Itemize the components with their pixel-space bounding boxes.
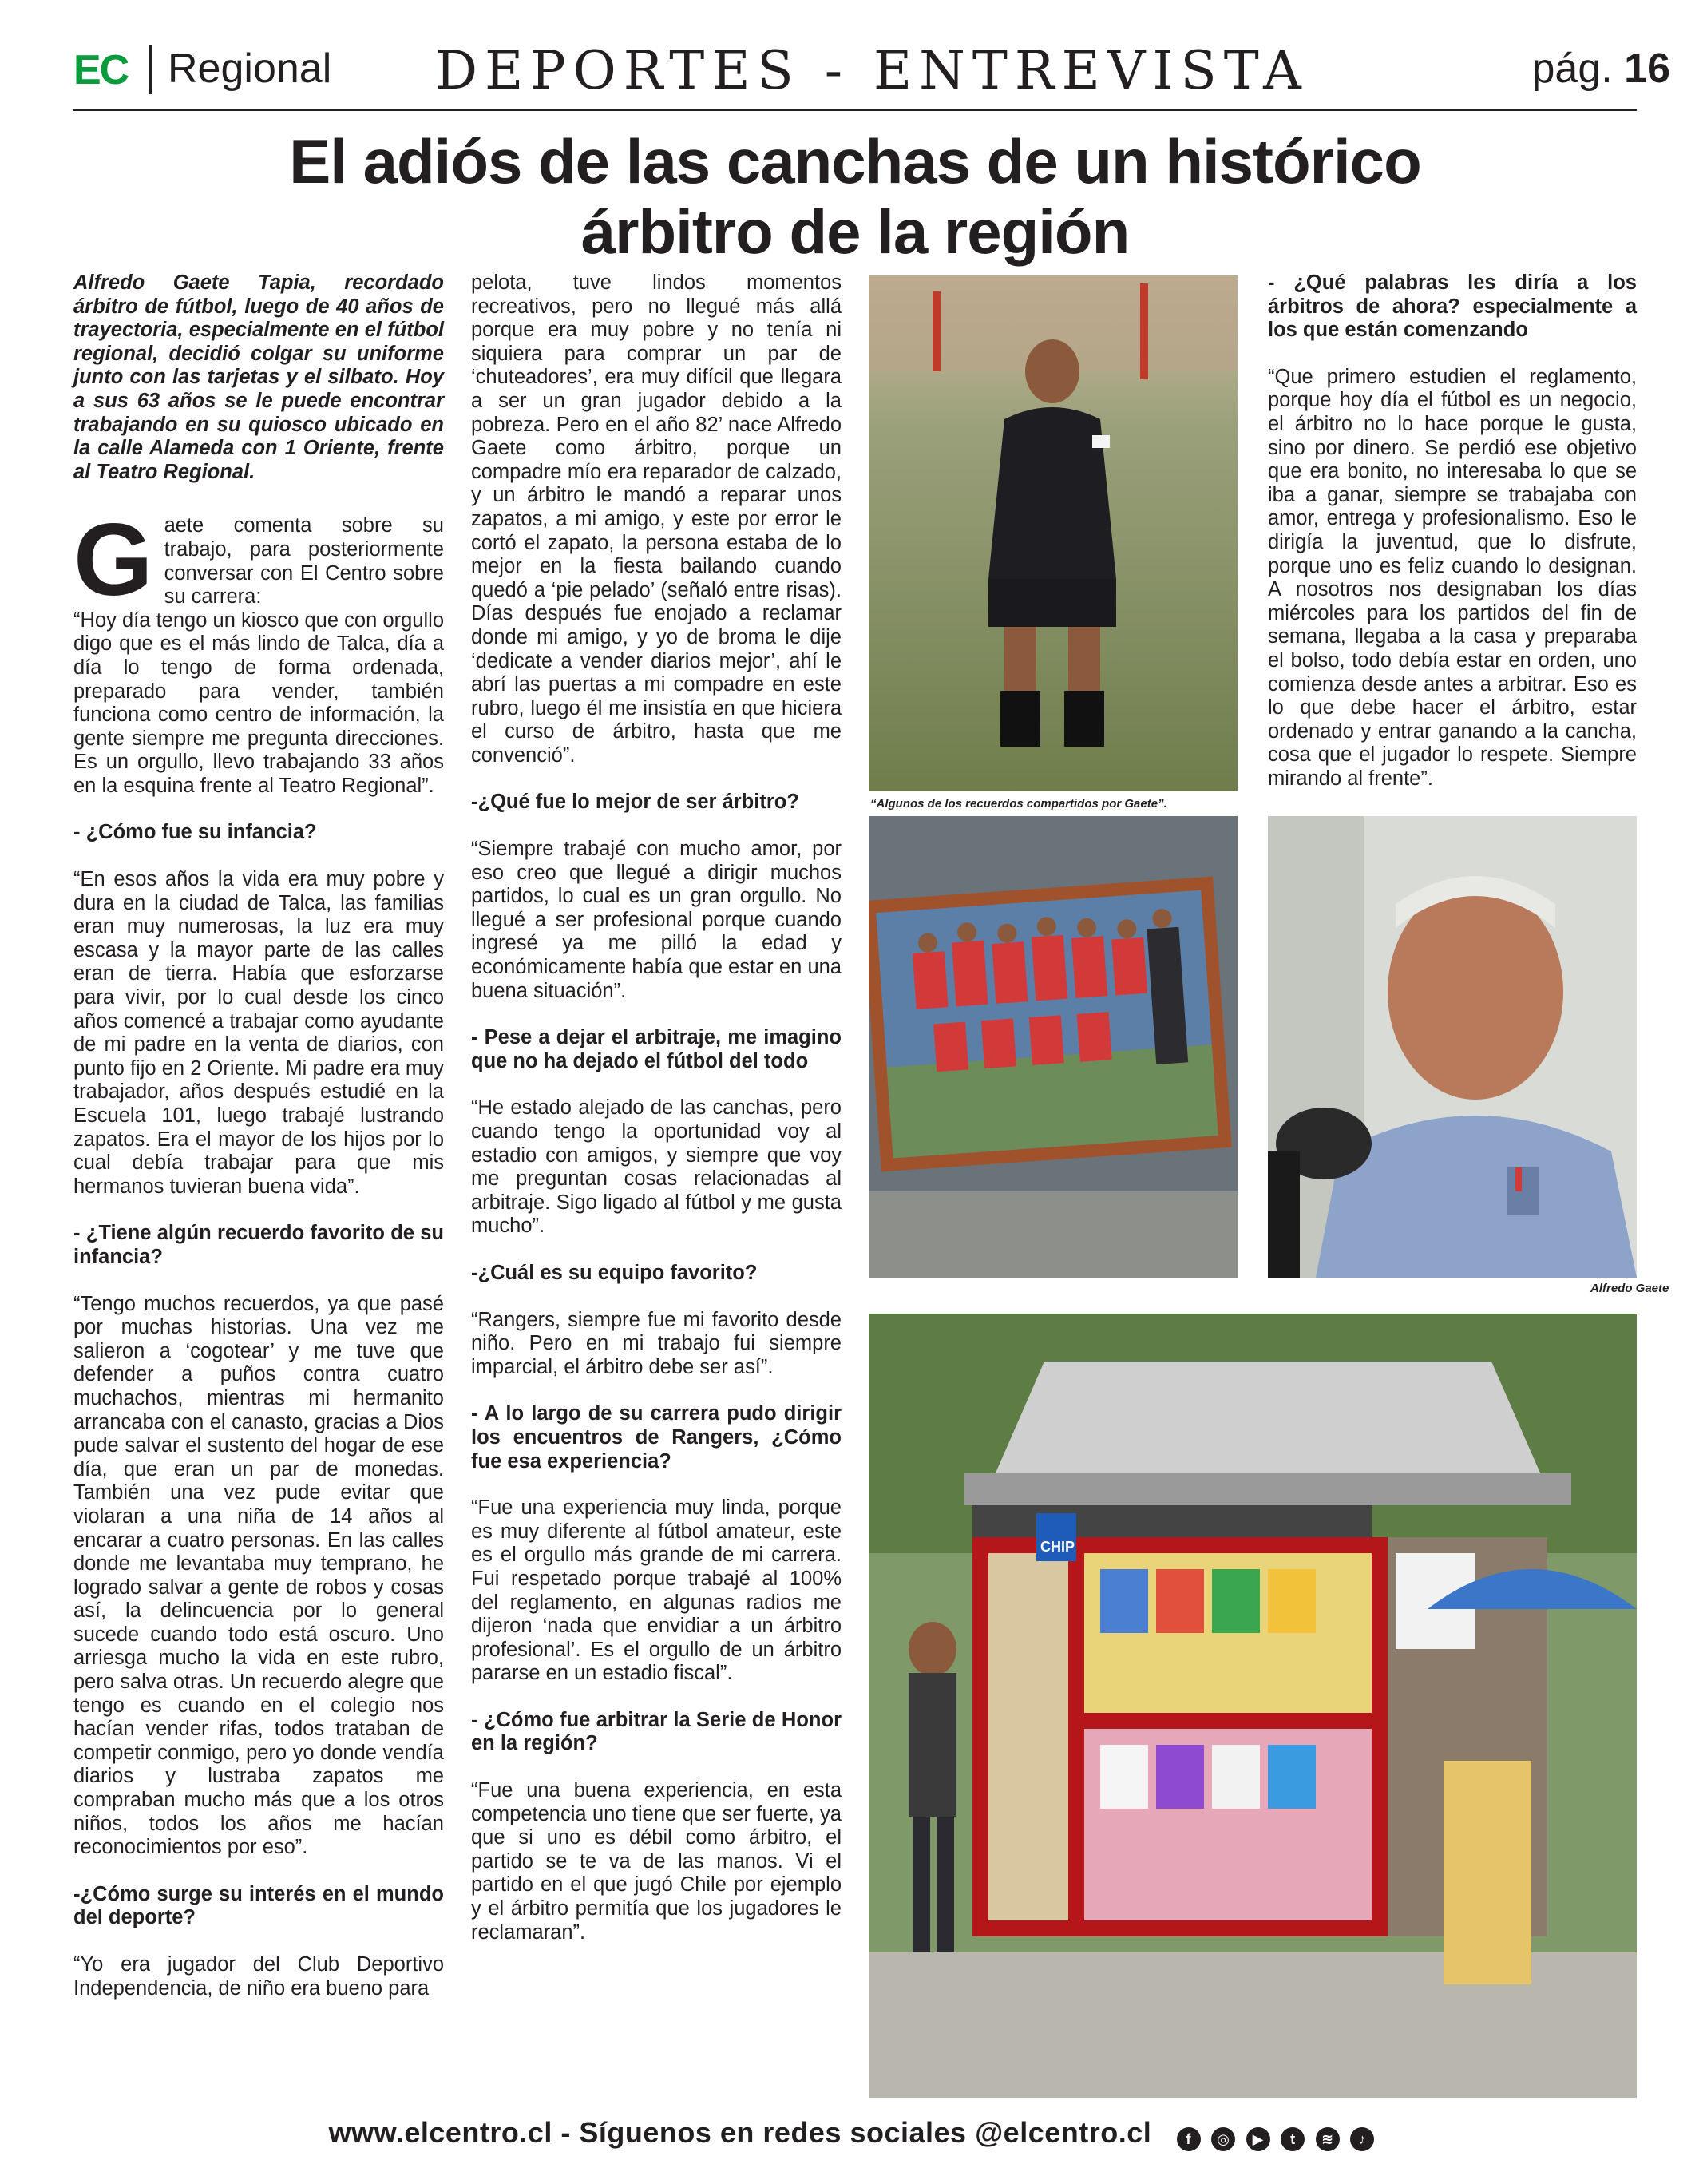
paragraph: “Fue una buena experiencia, en esta competencia uno tiene que ser fuerte, ya que si uno es débil como árbitro, el partido se te va de las manos. Vi el partido en el que jugó Chile por ejemplo y el árbitro permitía que los jugadores le reclamaran”. (471, 1779, 842, 1944)
tiktok-icon[interactable]: ♪ (1350, 2127, 1374, 2151)
masthead (73, 40, 1670, 112)
referee-historic-photo (869, 275, 1238, 791)
article-lede: Alfredo Gaete Tapia, recordado árbitro de fútbol, luego de 40 años de trayectoria, especialmente en el fútbol regional, decidió colgar su uniforme junto con las tarjetas y el silbato. Hoy a sus 63 años se le puede encontrar trabajando en su quiosco ubicado en la calle Alameda con 1 Oriente, frente al Teatro Regional. (73, 272, 444, 483)
kiosk-sign: CHIP (1040, 1539, 1075, 1555)
interview-question: -¿Cómo surge su interés en el mundo del deporte? (73, 1882, 444, 1929)
paragraph: “Hoy día tengo un kiosco que con orgullo digo que es el más lindo de Talca, día a día lo tengo de forma ordenada, preparado para vender, también funciona como centro de información, la gente siempre me pregunta direcciones. Es un orgullo, llevo trabajando 33 años en la esquina frente al Teatro Regional”. (73, 608, 444, 797)
headline-line-1: El adiós de las canchas de un histórico (289, 126, 1421, 196)
paragraph: “Yo era jugador del Club Deportivo Independencia, de niño era bueno para (73, 1953, 444, 2000)
paragraph: “Siempre trabajé con mucho amor, por eso creo que llegué a dirigir muchos partidos, lo cual es un gran orgullo. No llegué a ser profesional porque cuando ingresé ya me pilló la edad y económicamente había que estar en una buena situación”. (471, 838, 842, 1002)
twitter-icon[interactable]: t (1281, 2127, 1305, 2151)
drop-cap: G (73, 503, 153, 618)
article-column-3 (1268, 272, 1637, 814)
headline (73, 126, 1637, 267)
team-photo-frame (869, 816, 1238, 1278)
section-name: Regional (168, 46, 332, 92)
memories-caption: “Algunos de los recuerdos compartidos por Gaete”. (870, 797, 1167, 811)
page-number-value: 16 (1624, 46, 1670, 92)
logo-divider (149, 45, 152, 94)
facebook-icon[interactable]: f (1177, 2127, 1201, 2151)
interview-question: - A lo largo de su carrera pudo dirigir los encuentros de Rangers, ¿Cómo fue esa experiencia? (471, 1402, 842, 1473)
paragraph: “Rangers, siempre fue mi favorito desde niño. Pero en mi trabajo fui siempre imparcial, el árbitro debe ser así”. (471, 1308, 842, 1378)
article-column-2 (471, 272, 842, 1968)
interview-question: - Pese a dejar el arbitraje, me imagino que no ha dejado el fútbol del todo (471, 1026, 842, 1072)
social-icons (1174, 2118, 1375, 2151)
intro-paragraph (73, 503, 444, 618)
interview-question: - ¿Cómo fue su infancia? (73, 821, 317, 844)
footer (0, 2116, 1703, 2151)
intro-text: aete comenta sobre su trabajo, para posteriormente conversar con El Centro sobre su carrera: (164, 514, 444, 608)
header-rule (73, 109, 1637, 111)
spotify-icon[interactable]: ≋ (1316, 2127, 1340, 2151)
paragraph: pelota, tuve lindos momentos recreativos, pero no llegué más allá porque era muy pobre y no tenía ni siquiera para comprar un par de ‘chuteadores’, era muy difícil que llegara a ser un gran jugador debido a la pobreza. Pero en el año 82’ nace Alfredo Gaete como árbitro, porque un compadre mío era reparador de calzado, y un árbitro le mandó a reparar unos zapatos, a mi amigo, y este por error le cortó el zapato, la persona estaba de lo mejor en la fiesta bailando cuando quedó a ‘pie pelado’ (señaló entre risas). Días después fue enojado a reclamar donde mi amigo, y yo de broma le dije ‘dedicate a vender diarios mejor’, ahí le abrí las puertas a mi compadre en este rubro, luego él me insistía en que hiciera el curso de árbitro, hasta que me convenció”. (471, 272, 842, 767)
kiosk-photo (869, 1314, 1637, 2098)
section-rubric: DEPORTES - ENTREVISTA (435, 40, 1309, 101)
newspaper-logo: EC (73, 47, 129, 93)
interview-question: - ¿Cómo fue arbitrar la Serie de Honor en la región? (471, 1708, 842, 1755)
interview-question: -¿Qué fue lo mejor de ser árbitro? (471, 791, 799, 814)
footer-text: www.elcentro.cl - Síguenos en redes sociales @elcentro.cl (328, 2116, 1152, 2149)
paragraph: “Fue una experiencia muy linda, porque es muy diferente al fútbol amateur, este es el orgullo más grande de mi carrera. Fui respetado porque trabajé al 100% del reglamento, en algunas radios me dijeron ‘nada que envidiar a un árbitro profesional’. Es el orgullo de un árbitro pararse en un estadio fiscal”. (471, 1496, 842, 1685)
interview-question: - ¿Qué palabras les diría a los árbitros de ahora? especialmente a los que están comenzando (1268, 272, 1637, 342)
paragraph: “Que primero estudien el reglamento, porque hoy día el fútbol es un negocio, el árbitro no lo hace porque le gusta, sino por dinero. Se perdió ese objetivo que era bonito, no interesaba lo que se iba a ganar, siempre se trabajaba con amor, entrega y profesionalismo. Eso le dirigía la juventud, que lo disfrute, porque uno es feliz cuando lo designan. A nosotros nos designaban los días miércoles para los partidos del fin de semana, llegaba a la casa y preparaba el bolso, todo debía estar en orden, uno comienza desde antes a arbitrar. Eso es lo que debe hacer el árbitro, estar ordenado y entrar ganando a la cancha, cosa que el jugador lo respete. Siempre mirando al frente”. (1268, 365, 1637, 790)
page-label: pág. (1531, 46, 1613, 92)
instagram-icon[interactable]: ◎ (1211, 2127, 1235, 2151)
interview-question: -¿Cuál es su equipo favorito? (471, 1261, 758, 1284)
alfredo-gaete-portrait (1268, 816, 1637, 1278)
article-column-1 (73, 272, 444, 2023)
interview-question: - ¿Tiene algún recuerdo favorito de su infancia? (73, 1222, 444, 1268)
paragraph: “Tengo muchos recuerdos, ya que pasé por muchas historias. Una vez me salieron a ‘cogotear’ y me tuve que defender a puños contra cuatro muchachos, mientras mi hermanito arrancaba con el canasto, gracias a Dios pude salvar el sustento del hogar de ese día, que eran un par de monedas. También una vez pude evitar que violaran a una niña de 14 años al encarar a cuatro personas. En las calles donde me levantaba muy temprano, he logrado salvar a gente de robos y cosas así, la delincuencia por lo general sucede cuando todo está oscuro. Uno arriesga mucho la vida en este rubro, pero salva otras. Un recuerdo alegre que tengo es cuando en el colegio nos hacían vender rifas, todos trataban de competir conmigo, pero yo donde vendía diarios y lustraba zapatos me compraban mucho más que a los otros niños, todos los años me hacían reconocimientos por eso”. (73, 1292, 444, 1859)
paragraph: “En esos años la vida era muy pobre y dura en la ciudad de Talca, las familias eran muy numerosas, la luz era muy escasa y la mayor parte de las calles eran de tierra. Había que esforzarse para vivir, por lo cual desde los cinco años comencé a trabajar como ayudante de mi padre en la venta de diarios, con punto fijo en 2 Oriente. Mi padre era muy trabajador, años después estudié en la Escuela 101, luego trabajé lustrando zapatos. Era el mayor de los hijos por lo cual debía trabajar para que mis hermanos tuvieran buena vida”. (73, 868, 444, 1198)
youtube-icon[interactable]: ▶ (1246, 2127, 1270, 2151)
headline-line-2: árbitro de la región (580, 196, 1130, 267)
portrait-caption: Alfredo Gaete (1590, 1282, 1669, 1295)
page-number (1531, 45, 1670, 93)
paragraph: “He estado alejado de las canchas, pero cuando tengo la oportunidad voy al estadio con amigos, y siempre que voy me preguntan cosas relacionadas al arbitraje. Sigo ligado al fútbol y me gusta mucho”. (471, 1096, 842, 1238)
